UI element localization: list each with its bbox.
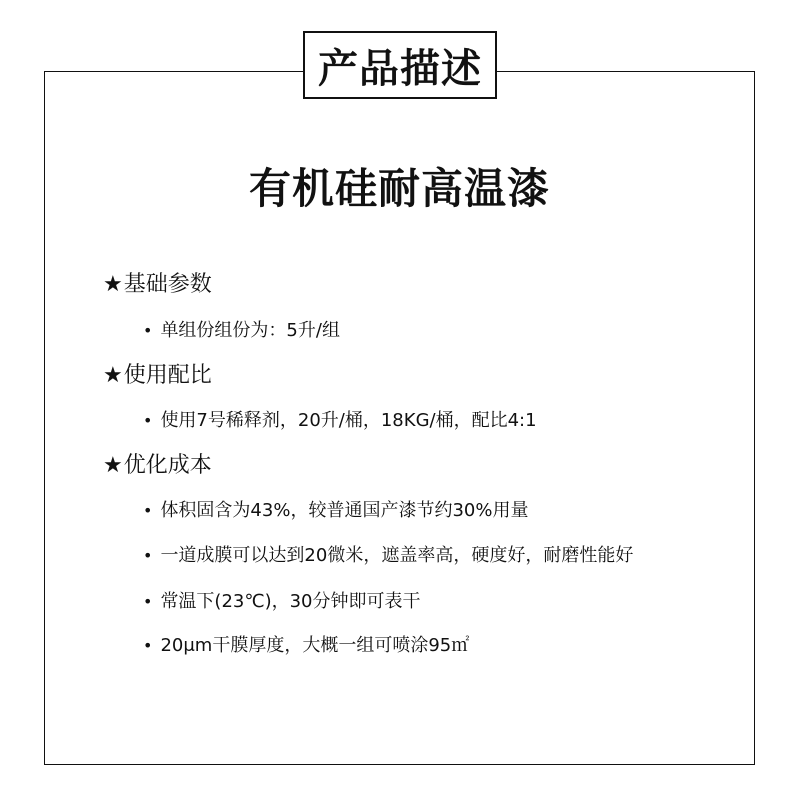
section-heading-mix-ratio (103, 361, 212, 391)
bullet-icon: • (143, 501, 153, 520)
list-item (143, 589, 421, 615)
section-heading-cost-optimization (103, 451, 212, 481)
list-item-text: 使用7号稀释剂，20升/桶，18KG/桶，配比4:1 (160, 410, 537, 431)
list-item (143, 633, 469, 659)
bullet-icon: • (143, 411, 153, 430)
list-item (143, 408, 537, 434)
list-item (143, 498, 528, 524)
section-heading-label: 使用配比 (123, 363, 212, 388)
section-heading-label: 基础参数 (123, 272, 212, 297)
star-icon: ★ (103, 453, 123, 478)
section-header (303, 31, 497, 99)
list-item-text: 20μm干膜厚度，大概一组可喷涂95㎡ (160, 635, 470, 656)
product-title: 有机硅耐高温漆 (248, 164, 550, 213)
section-header-label: 产品描述 (318, 45, 482, 92)
list-item-text: 一道成膜可以达到20微米，遮盖率高，硬度好，耐磨性能好 (160, 545, 634, 566)
list-item-text: 常温下(23℃)，30分钟即可表干 (160, 591, 421, 612)
bullet-icon: • (143, 546, 153, 565)
list-item-text: 体积固含为43%，较普通国产漆节约30%用量 (160, 500, 529, 521)
section-heading-basic-params (103, 270, 212, 300)
bullet-icon: • (143, 592, 153, 611)
list-item-text: 单组份组份为：5升/组 (160, 320, 340, 341)
star-icon: ★ (103, 272, 123, 297)
bullet-icon: • (143, 636, 153, 655)
bullet-icon: • (143, 321, 153, 340)
list-item (143, 543, 633, 569)
star-icon: ★ (103, 363, 123, 388)
section-heading-label: 优化成本 (123, 453, 212, 478)
list-item (143, 318, 340, 344)
